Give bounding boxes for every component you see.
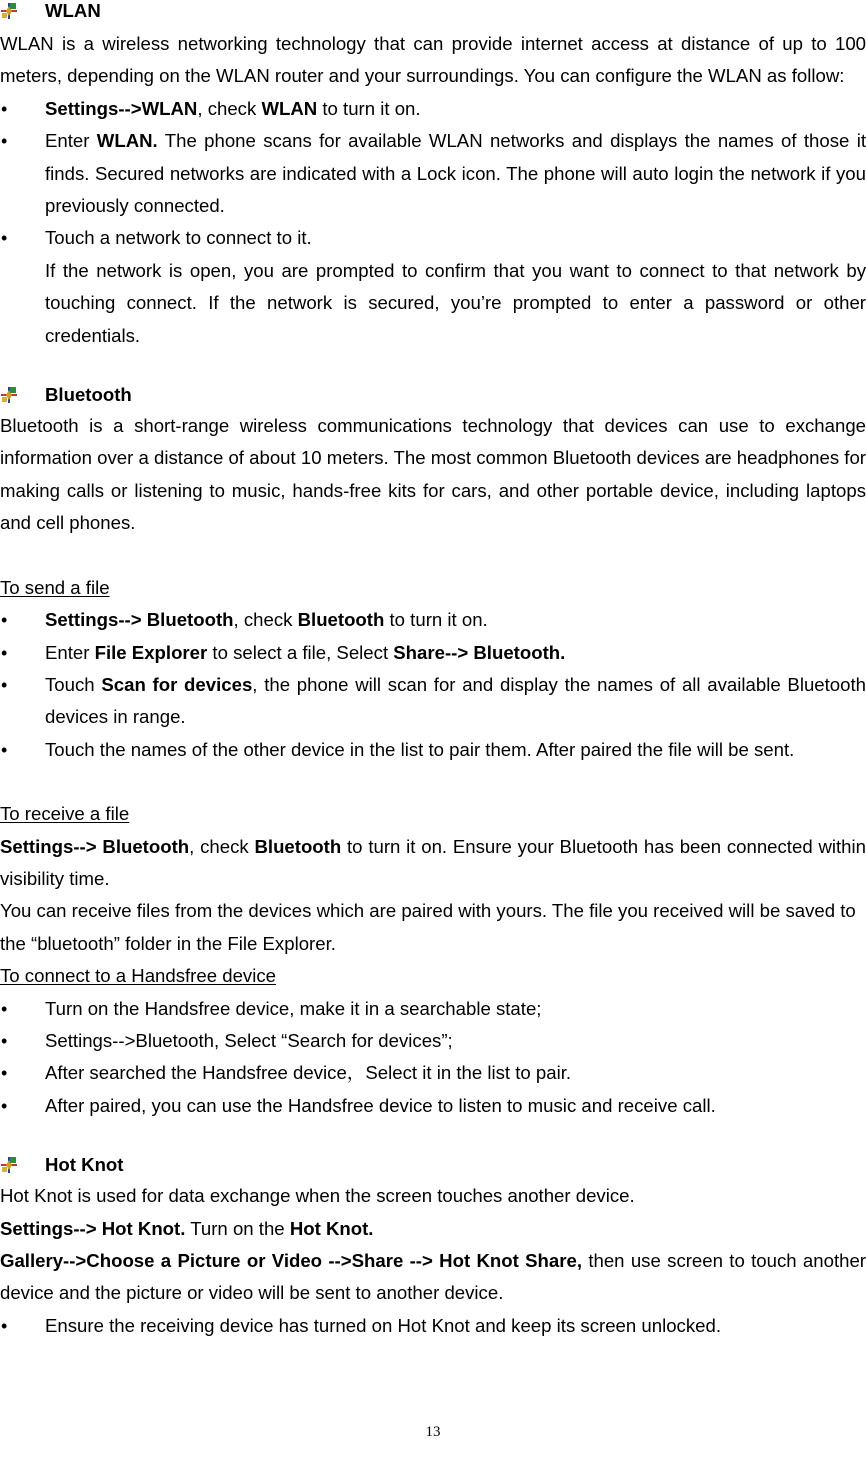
- section-heading-hot-knot: [0, 1154, 866, 1178]
- list-item: • Settings-->Bluetooth, Select “Search for devices”;: [0, 1025, 866, 1057]
- list-item: • Touch a network to connect to it. If the network is open, you are prompted to confirm that you want to connect to that network by touching connect. If the network is secured, you’re prompted to enter a password or other credentials.: [0, 222, 866, 352]
- section-bullet-icon: [1, 3, 17, 19]
- list-item: • Turn on the Handsfree device, make it in a searchable state;: [0, 993, 866, 1025]
- section-bullet-icon: [1, 387, 17, 403]
- receive-file-heading: To receive a file: [0, 803, 130, 825]
- hot-knot-settings: Settings--> Hot Knot. Turn on the Hot Knot.: [0, 1217, 374, 1239]
- list-item: • Settings-->WLAN, check WLAN to turn it on.: [0, 93, 866, 125]
- bluetooth-intro: Bluetooth is a short-range wireless communications technology that devices can use to exchange information over a distance of about 10 meters. The most common Bluetooth devices are headphones for making calls or listening to music, hands-free kits for cars, and other portable device, including laptops and cell phones.: [0, 415, 866, 534]
- receive-file-text: Settings--> Bluetooth, check Bluetooth to turn it on. Ensure your Bluetooth has been connected within visibility time.: [0, 835, 866, 889]
- section-heading-wlan: [0, 0, 866, 24]
- section-heading-bluetooth: [0, 384, 866, 408]
- list-item: • Touch Scan for devices, the phone will scan for and display the names of all available Bluetooth devices in range.: [0, 669, 866, 734]
- hot-knot-notes: [0, 1310, 866, 1342]
- list-item: • After paired, you can use the Handsfree device to listen to music and receive call.: [0, 1090, 866, 1122]
- wlan-intro: WLAN is a wireless networking technology that can provide internet access at distance of up to 100 meters, depending on the WLAN router and your surroundings. You can configure the WLAN as follow:: [0, 33, 866, 87]
- wlan-steps: [0, 93, 866, 352]
- send-file-steps: [0, 604, 866, 766]
- handsfree-heading: To connect to a Handsfree device: [0, 965, 276, 987]
- section-bullet-icon: [1, 1157, 17, 1173]
- send-file-heading: To send a file: [0, 576, 110, 598]
- receive-file-note: You can receive files from the devices which are paired with yours. The file you received will be saved to the “bluetooth” folder in the File Explorer.: [0, 900, 856, 954]
- list-item: • Touch the names of the other device in the list to pair them. After paired the file will be sent.: [0, 734, 866, 766]
- hot-knot-intro: Hot Knot is used for data exchange when the screen touches another device.: [0, 1185, 635, 1207]
- section-title: Bluetooth: [45, 384, 132, 406]
- handsfree-steps: [0, 993, 866, 1123]
- list-item: • Enter WLAN. The phone scans for available WLAN networks and displays the names of those it finds. Secured networks are indicated with a Lock icon. The phone will auto login the network if you previously connected.: [0, 125, 866, 222]
- list-item: • Settings--> Bluetooth, check Bluetooth to turn it on.: [0, 604, 866, 636]
- section-title: WLAN: [45, 0, 101, 21]
- section-title: Hot Knot: [45, 1154, 124, 1176]
- list-item: • Ensure the receiving device has turned on Hot Knot and keep its screen unlocked.: [0, 1310, 866, 1342]
- hot-knot-share: Gallery-->Choose a Picture or Video -->Share --> Hot Knot Share, then use screen to touch another device and the picture or video will be sent to another device.: [0, 1250, 866, 1304]
- list-item: • After searched the Handsfree device，Select it in the list to pair.: [0, 1057, 866, 1089]
- page-number: 13: [425, 1424, 441, 1440]
- list-item: • Enter File Explorer to select a file, Select Share--> Bluetooth.: [0, 637, 866, 669]
